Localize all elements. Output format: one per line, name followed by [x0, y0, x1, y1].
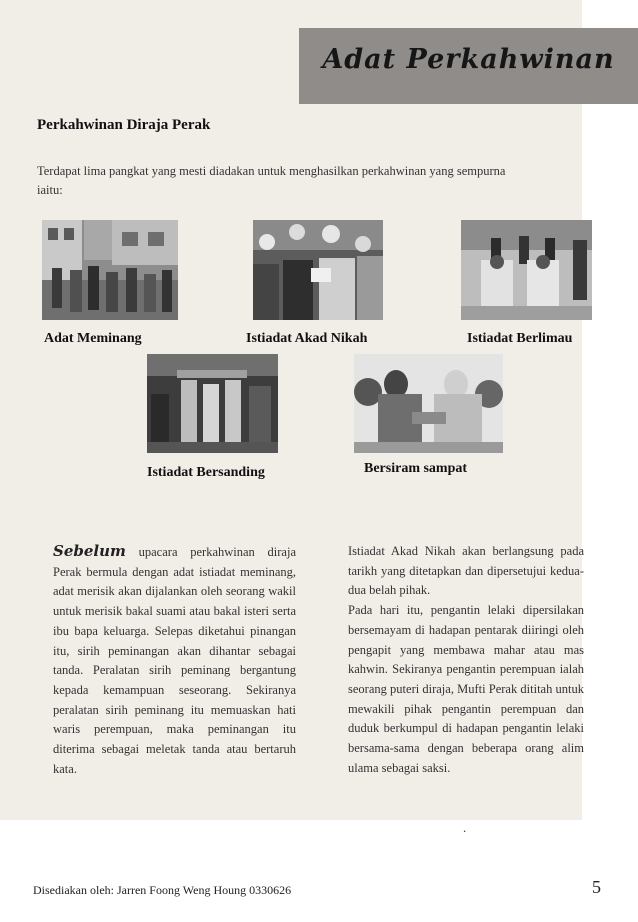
photo-bersiram-sampat — [354, 354, 503, 453]
caption-istiadat-akad-nikah: Istiadat Akad Nikah — [246, 331, 368, 346]
caption-bersiram-sampat: Bersiram sampat — [364, 461, 468, 476]
section-heading: Perkahwinan Diraja Perak — [37, 117, 211, 133]
footer-credit: Disediakan oleh: Jarren Foong Weng Houng 0330626 — [33, 883, 292, 897]
right-column-para-1: Istiadat Akad Nikah akan berlangsung pada tarikh yang ditetapkan dan dipersetujui kedua-dua belah pihak. — [348, 544, 584, 598]
caption-adat-meminang: Adat Meminang — [44, 331, 142, 346]
left-column-text: upacara perkahwinan diraja Perak bermula dengan adat istiadat meminang, adat merisik akan dijalankan oleh seorang wakil untuk merisik bakal suami atau bakal isteri serta ibu bapa keluarga. Selepas diketahui pinangan itu, sirih peminangan akan dihantar sebagai tanda. Peralatan sirih peminang bergantung kepada kemampuan seseorang. Sekiranya peralatan sirih peminang itu memuaskan hati waris perempuan, maka peminangan itu diterima sebagai meletak tanda atau bertaruh kata. — [53, 545, 296, 776]
photo-istiadat-akad-nikah — [253, 220, 383, 320]
photo-adat-meminang — [42, 220, 178, 320]
caption-istiadat-bersanding: Istiadat Bersanding — [147, 465, 265, 480]
intro-text: Terdapat lima pangkat yang mesti diadakan untuk menghasilkan perkahwinan yang sempurna iaitu: — [37, 164, 506, 197]
caption-istiadat-berlimau: Istiadat Berlimau — [467, 331, 573, 346]
left-text-column — [53, 542, 296, 779]
lead-word: Sebelum — [53, 542, 126, 560]
photo-istiadat-bersanding — [147, 354, 278, 453]
right-column-para-2: Pada hari itu, pengantin lelaki dipersilakan bersemayam di hadapan pentarak diiringi oleh pengapit yang membawa mahar atau mas kahwin. Sekiranya pengantin perempuan ialah seorang puteri diraja, Mufti Perak dititah untuk mewakili pihak pengantin perempuan dan duduk berkumpul di hadapan pengantin lelaki bersama-sama dengan beberapa orang alim ulama sebagai saksi. — [348, 603, 584, 775]
photo-istiadat-berlimau — [461, 220, 592, 320]
trailing-mark: . — [463, 820, 467, 835]
page-number: 5 — [592, 877, 601, 897]
right-text-column — [348, 542, 584, 778]
page-title: Adat Perkahwinan — [322, 44, 615, 75]
